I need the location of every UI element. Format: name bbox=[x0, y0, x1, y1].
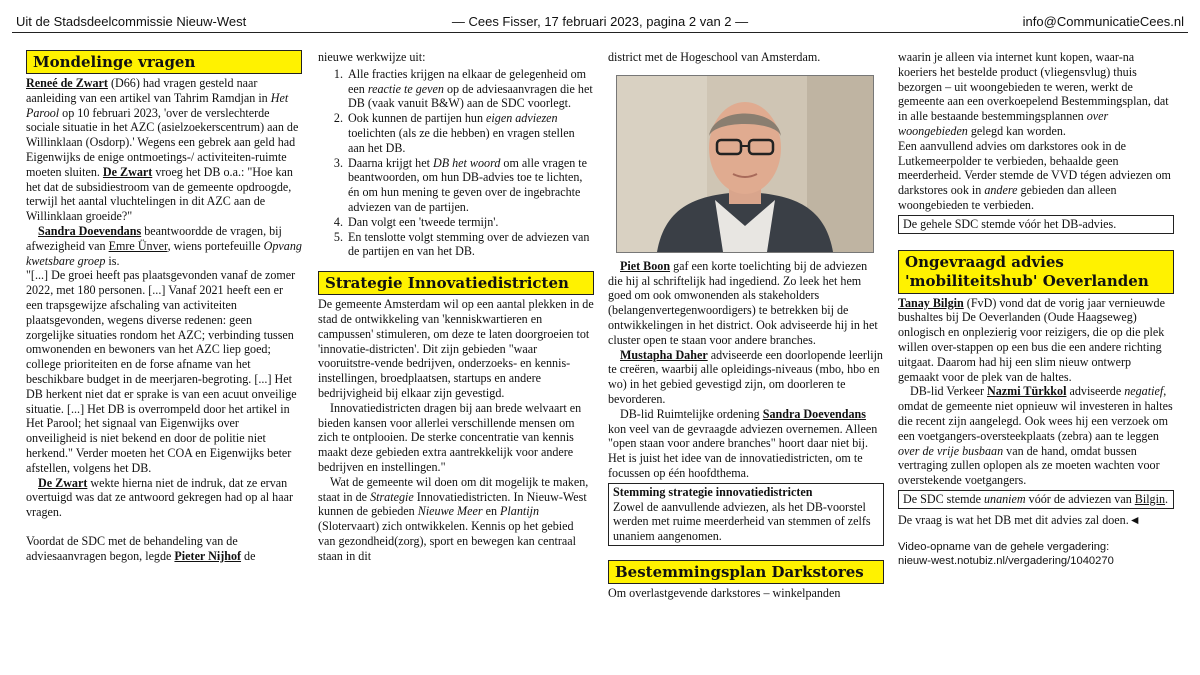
paragraph: De Zwart wekte hierna niet de indruk, dat ze ervan overtuigd was dat ze antwoord gekregen had op al haar vragen. bbox=[26, 475, 293, 520]
person-name: Piet Boon bbox=[620, 258, 671, 273]
header-source: Uit de Stadsdeelcommissie Nieuw-West bbox=[16, 14, 247, 29]
person-name: Bilgin bbox=[1134, 491, 1166, 506]
person-name: De Zwart bbox=[38, 475, 88, 490]
paragraph: De vraag is wat het DB met dit advies zal doen.◄ bbox=[898, 512, 1141, 527]
vote-result-box: De SDC stemde unaniem vóór de adviezen van Bilgin. bbox=[898, 490, 1174, 509]
paragraph: district met de Hogeschool van Amsterdam. bbox=[608, 50, 821, 64]
paragraph: DB-lid Ruimtelijke ordening Sandra Doevendans kon veel van de gevraagde adviezen overnemen. Alleen "open staan voor andere branches" hoort daar niet bij. Het is juist het idee van de innovatiedistricten, om te focussen op één hoofdthema. bbox=[608, 406, 878, 480]
paragraph: Een aanvullend advies om darkstores ook in de Lutkemeerpolder te verbieden, behaalde geen meerderheid. Verder stemde de VVD tégen adviezen om darkstores ook in andere gebieden dan alleen woongebieden te verbieden. bbox=[898, 138, 1171, 212]
column-2 bbox=[318, 50, 594, 564]
paragraph: nieuwe werkwijze uit: bbox=[318, 50, 426, 64]
heading-mondelinge-vragen: Mondelinge vragen bbox=[26, 50, 302, 74]
video-link[interactable]: nieuw-west.notubiz.nl/vergadering/1040270 bbox=[898, 554, 1114, 567]
paragraph: Innovatiedistricten dragen bij aan brede welvaart en bieden kansen voor allerlei verschillende mensen om zich te ontplooien. De sterke concentratie van kennis maakt deze gebieden extra aantrekkelijk voor andere bedrijven en instellingen." bbox=[318, 400, 582, 474]
paragraph: Voordat de SDC met de behandeling van de adviesaanvragen begon, legde Pieter Nijhof de bbox=[26, 533, 256, 563]
box-title: Stemming strategie innovatiedistricten bbox=[613, 484, 813, 499]
page-header bbox=[12, 12, 1188, 33]
paragraph: Tanay Bilgin (FvD) vond dat de vorig jaar vernieuwde bushaltes bij De Oeverlanden (Oude Haagseweg) onlogisch en onplezierig voor reizigers, die op die plek willen over-stappen op een bus die een andere richting uitgaat. Daarom had hij een slim nieuw ontwerp gemaakt voor de plek van de haltes. bbox=[898, 295, 1165, 384]
list-item: 4. Dan volgt een 'tweede termijn'. bbox=[346, 215, 594, 230]
person-name: Reneé de Zwart bbox=[26, 76, 108, 90]
portrait-photo bbox=[616, 75, 874, 253]
procedure-list bbox=[318, 67, 594, 259]
person-name: Sandra Doevendans bbox=[762, 406, 866, 421]
person-name: De Zwart bbox=[102, 164, 153, 179]
paragraph: Reneé de Zwart (D66) had vragen gesteld naar aanleiding van een artikel van Tahrim Ramdjan in Het Parool op 10 februari 2023, 'over de verslechterde sociale situatie in het AZC (asielzoekerscentrum) aan de Willinklaan (Osdorp).' Wegens een gebrek aan geld had Eigenwijks de enige ontmoetings-/ activiteiten-ruimte moeten sluiten. De Zwart vroeg het DB o.a.: "Hoe kan het dat de subsidiestroom van de gemeente opdroogde, terwijl het aantal vluchtelingen in dit AZC aan de Willinklaan groeide?" bbox=[26, 76, 299, 224]
paragraph: Mustapha Daher adviseerde een doorlopende leerlijn te creëren, waarbij alle opleidings-niveaus (mbo, hbo en wo) in het gebied gevestigd zijn, om doorleren te bevorderen. bbox=[608, 347, 883, 406]
heading-strategie-innovatiedistricten: Strategie Innovatiedistricten bbox=[318, 271, 594, 295]
list-item: 1. Alle fracties krijgen na elkaar de gelegenheid om een reactie te geven op de adviesaanvragen die het DB (vaak vanuit B&W) aan de SDC voorlegt. bbox=[346, 67, 594, 111]
column-3 bbox=[608, 50, 884, 601]
vote-result-box: Stemming strategie innovatiedistricten Zowel de aanvullende adviezen, als het DB-voorstel werden met ruime meerderheid van stemmen of zelfs unaniem aangenomen. bbox=[608, 483, 884, 546]
paragraph: waarin je alleen via internet kunt kopen, waar-na koeriers het bestelde product (vliegensvlug) thuis bezorgen – uit woongebieden te weren, werkt de gemeente aan een overkoepelend Bestemmingsplan, dat in alle bestaande bestemmingsplannen over woongebieden gelegd kan worden. bbox=[898, 50, 1169, 138]
quote-paragraph: "[...] De groei heeft pas plaatsgevonden vanaf de zomer 2022, met 180 personen. [...] Vanaf 2021 heeft een er een trapsgewijze afschaling van activiteiten plaatsgevonden, wegens diverse redenen: geen zorgelijke situaties rondom het AZC; verbinding tussen omwonenden en bewoners van het AZC liep goed; college prioriteiten en de forse afname van het beschikbare budget in de meerjaren-begroting. [...] Het DB herkent niet dat er sprake is van een acuut onveilige situatie. [...] Het DB is overrompeld door het artikel in Het Parool; het signaal van Eigenwijks over onveiligheid is niet bekend en door de politie niet herkend." Verder moeten het COA en Eigenwijks beter afstellen, volgens het DB. bbox=[26, 268, 297, 475]
paragraph: Sandra Doevendans beantwoordde de vragen, bij afwezigheid van Emre Ünver, wiens portefeuille Opvang kwetsbare groep is. bbox=[26, 223, 302, 268]
person-name: Emre Ünver bbox=[108, 238, 168, 253]
list-item: 3. Daarna krijgt het DB het woord om alle vragen te beantwoorden, om hun DB-advies toe te lichten, én om hun mening te geven over de ingebrachte adviezen van de partijen. bbox=[346, 156, 594, 215]
person-name: Sandra Doevendans bbox=[38, 223, 142, 238]
paragraph: Om overlastgevende darkstores – winkelpanden bbox=[608, 585, 841, 600]
column-4 bbox=[898, 50, 1174, 568]
paragraph: Wat de gemeente wil doen om dit mogelijk te maken, staat in de Strategie Innovatiedistricten. In Nieuw-West kunnen de gebieden Nieuwe Meer en Plantijn (Slotervaart) zich ontwikkelen. Kennis op het gebied van gezondheid(zorg), sport en bewegen kan centraal staan in dit bbox=[318, 474, 589, 563]
list-item: 5. En tenslotte volgt stemming over de adviezen van de partijen en van het DB. bbox=[346, 230, 594, 260]
header-email-link[interactable]: info@CommunicatieCees.nl bbox=[1022, 14, 1184, 29]
video-note: Video-opname van de gehele vergadering: nieuw-west.notubiz.nl/vergadering/1040270 bbox=[898, 540, 1174, 568]
person-name: Mustapha Daher bbox=[620, 347, 708, 362]
paragraph: DB-lid Verkeer Nazmi Türkkol adviseerde negatief, omdat de gemeente niet opnieuw wil investeren in haltes die recent zijn aangelegd. Ook wees hij een verzoek om een voetgangers-oversteekplaats (zebra) aan te leggen over de vrije busbaan van de hand, omdat bussen vertraging zullen oplopen als ze moeten wachten voor overstekende voetgangers. bbox=[898, 384, 1173, 488]
paragraph: Piet Boon gaf een korte toelichting bij de adviezen die hij al schriftelijk had ingediend. Zo leek het hem goed om ook omwonenden als stakeholders (belangenvertegenwoordigers) te betrekken bij de ontwikkelingen in het district. Ook adviseerde hij in het cluster open te staan voor andere branches. bbox=[608, 258, 878, 347]
column-1 bbox=[26, 50, 302, 564]
list-item: 2. Ook kunnen de partijen hun eigen adviezen toelichten (als ze die hebben) en vragen stellen aan het DB. bbox=[346, 111, 594, 155]
heading-mobiliteitshub: Ongevraagd advies 'mobiliteitshub' Oeverlanden bbox=[898, 250, 1174, 294]
person-name: Nazmi Türkkol bbox=[987, 384, 1067, 399]
heading-bestemmingsplan-darkstores: Bestemmingsplan Darkstores bbox=[608, 560, 884, 584]
paragraph: De gemeente Amsterdam wil op een aantal plekken in de stad de ontwikkeling van 'kenniskwartieren en campussen' stimuleren, om deze te laten doorgroeien tot 'innovatie-districten'. Dit zijn gebieden "waar vooruitstre-vende bedrijven, onderzoeks- en kennis-instellingen, broedplaatsen, startups en andere bedrijvigheid bij elkaar zijn gevestigd. bbox=[318, 297, 594, 400]
vote-result-box: De gehele SDC stemde vóór het DB-advies. bbox=[898, 215, 1174, 234]
header-author-date: — Cees Fisser, 17 februari 2023, pagina 2 van 2 — bbox=[451, 14, 749, 29]
person-name: Pieter Nijhof bbox=[174, 548, 242, 563]
person-name: Tanay Bilgin bbox=[898, 295, 964, 310]
